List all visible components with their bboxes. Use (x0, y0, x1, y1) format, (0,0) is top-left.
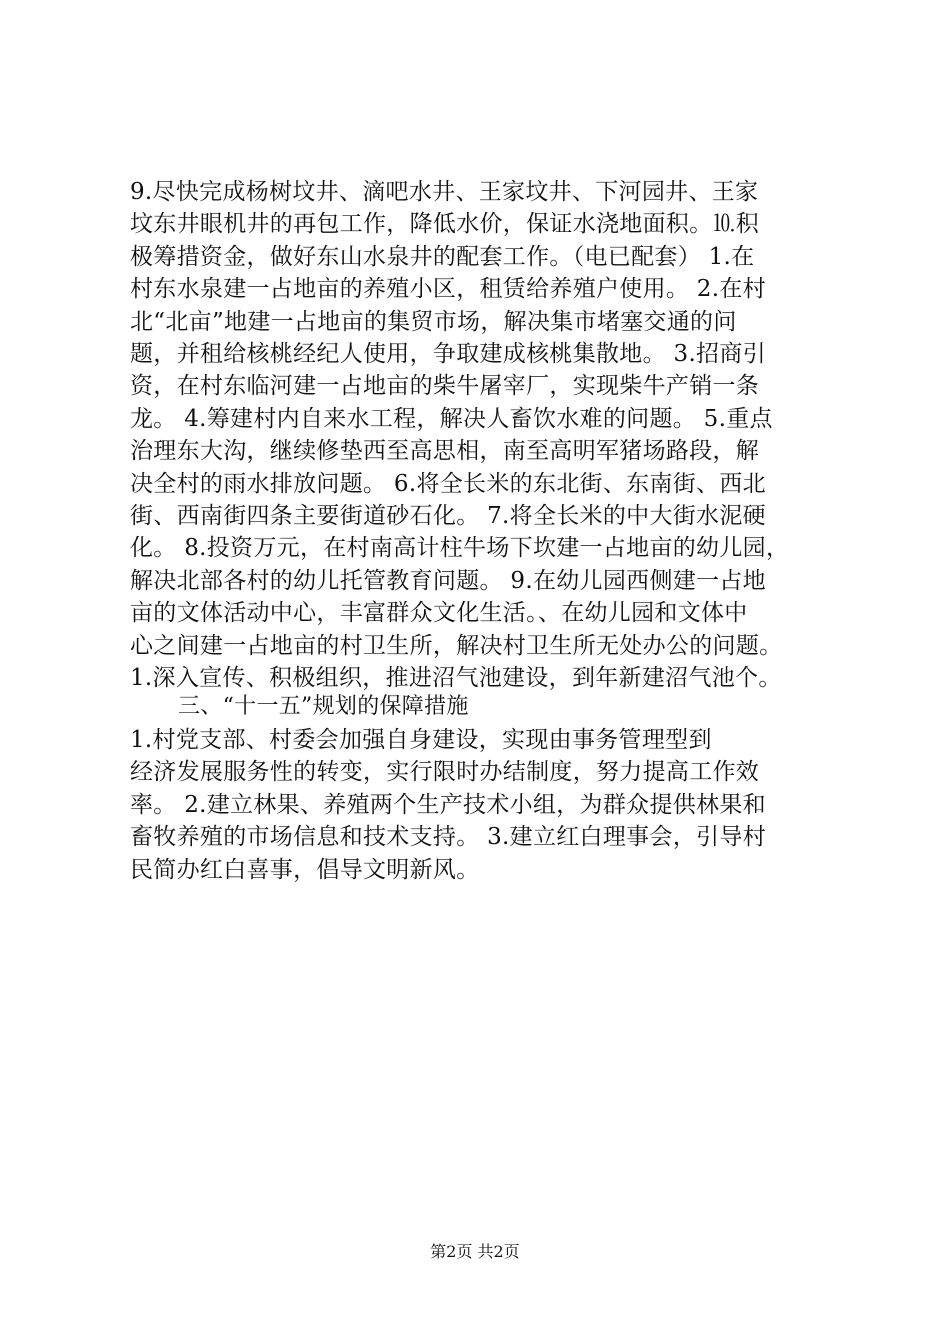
text-line: 极筹措资金，做好东山水泉井的配套工作。（电已配套） 1.在 (130, 243, 755, 270)
section-heading: 三、“十一五”规划的保障措施 (178, 694, 469, 719)
text-line: 1.村党支部、村委会加强自身建设，实现由事务管理型到 (130, 727, 712, 753)
text-line: 心之间建一占地亩的村卫生所，解决村卫生所无处办公的问题。 (130, 632, 783, 659)
text-line: 题，并租给核桃经纪人使用，争取建成核桃集散地。 3.招商引 (130, 341, 766, 368)
text-line: 畜牧养殖的市场信息和技术支持。 3.建立红白理事会，引导村 (130, 824, 766, 851)
text-line: 率。 2.建立林果、养殖两个生产技术小组，为群众提供林果和 (130, 791, 766, 818)
text-line: 北“北亩”地建一占地亩的集贸市场，解决集市堵塞交通的问 (130, 308, 737, 335)
text-line: 1.深入宣传、积极组织，推进沼气池建设，到年新建沼气池个。 (130, 665, 782, 692)
text-line: 经济发展服务性的转变，实行限时办结制度，努力提高工作效 (130, 759, 760, 786)
text-line: 村东水泉建一占地亩的养殖小区，租赁给养殖户使用。 2.在村 (130, 276, 766, 303)
text-line: 亩的文体活动中心，丰富群众文化生活。、在幼儿园和文体中 (130, 600, 748, 627)
text-line: 决全村的雨水排放问题。 6.将全长米的东北街、东南街、西北 (130, 470, 766, 497)
text-line: 龙。 4.筹建村内自来水工程，解决人畜饮水难的问题。 5.重点 (130, 405, 773, 432)
text-line: 资，在村东临河建一占地亩的柴牛屠宰厂，实现柴牛产销一条 (130, 373, 760, 400)
paragraph-block-plans (130, 176, 830, 695)
page-footer: 第2页 共2页 (430, 1242, 520, 1261)
text-line: 化。 8.投资万元，在村南高计柱牛场下坎建一占地亩的幼儿园， (130, 535, 790, 562)
text-line: 民简办红白喜事，倡导文明新风。 (130, 856, 480, 883)
text-line: 解决北部各村的幼儿托管教育问题。 9.在幼儿园西侧建一占地 (130, 567, 766, 594)
paragraph-block-measures (130, 724, 830, 886)
text-line: 街、西南街四条主要街道砂石化。 7.将全长米的中大街水泥硬 (130, 503, 766, 530)
text-line: 治理东大沟，继续修垫西至高思相，南至高明军猪场路段，解 (130, 438, 760, 465)
text-line: 坟东井眼机井的再包工作，降低水价，保证水浇地面积。⒑积 (130, 211, 760, 238)
text-line: 9.尽快完成杨树坟井、滴吧水井、王家坟井、下河园井、王家 (130, 179, 759, 205)
